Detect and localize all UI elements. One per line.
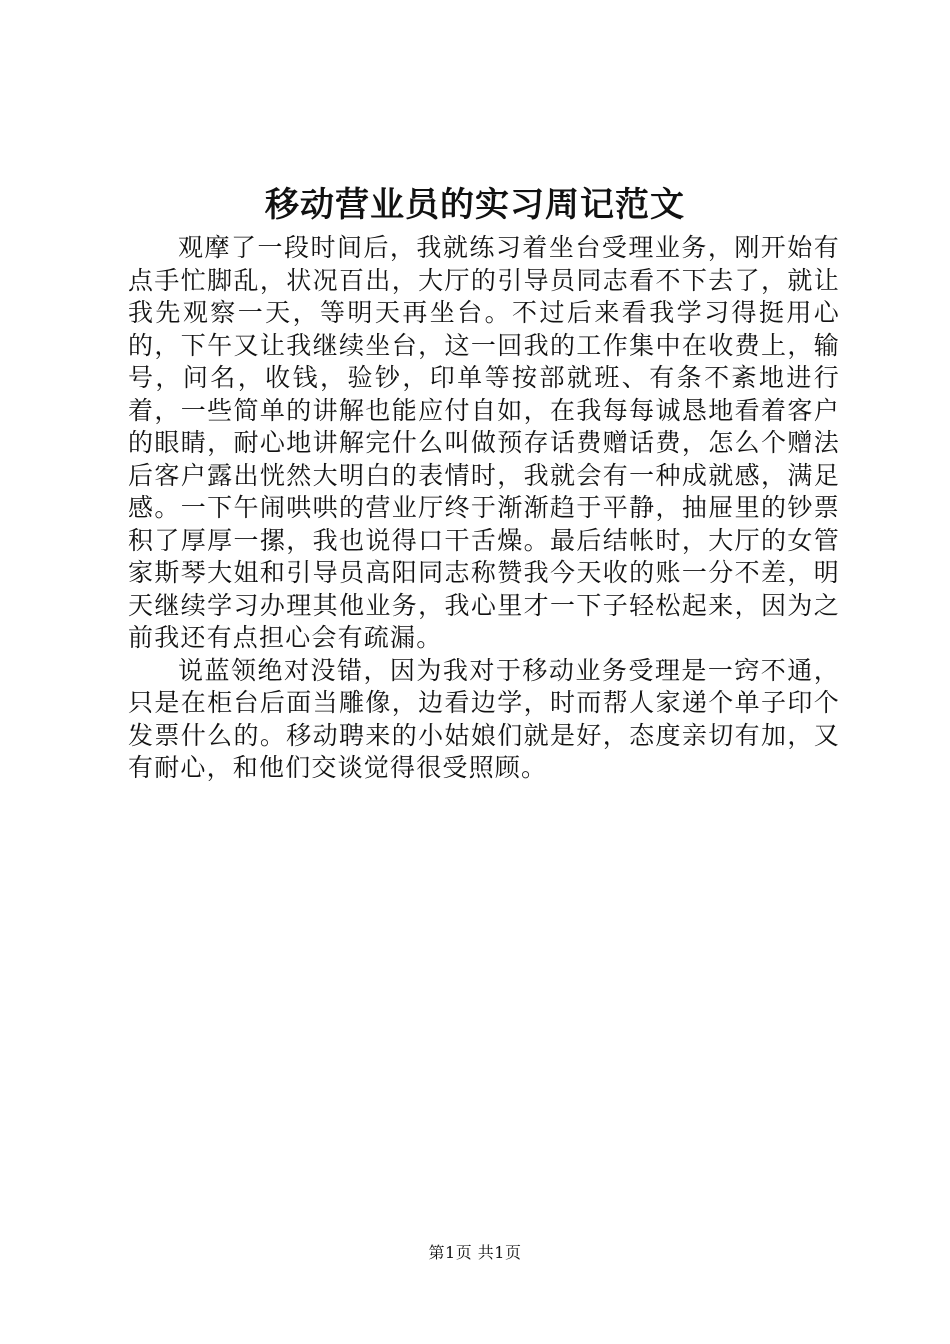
document-title: 移动营业员的实习周记范文 (265, 185, 685, 225)
page-footer: 第1页 共1页 (428, 1243, 522, 1262)
document-body (128, 232, 840, 785)
paragraph-2: 说蓝领绝对没错，因为我对于移动业务受理是一窍不通，只是在柜台后面当雕像，边看边学，时而帮人家递个单子印个发票什么的。移动聘来的小姑娘们就是好，态度亲切有加，又有耐心，和他们交谈觉得很受照顾。 (128, 655, 840, 782)
paragraph-1: 观摩了一段时间后，我就练习着坐台受理业务，刚开始有点手忙脚乱，状况百出，大厅的引导员同志看不下去了，就让我先观察一天，等明天再坐台。不过后来看我学习得挺用心的，下午又让我继续坐台，这一回我的工作集中在收费上，输号，问名，收钱，验钞，印单等按部就班、有条不紊地进行着，一些简单的讲解也能应付自如，在我每每诚恳地看着客户的眼睛，耐心地讲解完什么叫做预存话费赠话费，怎么个赠法后客户露出恍然大明白的表情时，我就会有一种成就感，满足感。一下午闹哄哄的营业厅终于渐渐趋于平静，抽屉里的钞票积了厚厚一摞，我也说得口干舌燥。最后结帐时，大厅的女管家斯琴大姐和引导员高阳同志称赞我今天收的账一分不差，明天继续学习办理其他业务，我心里才一下子轻松起来，因为之前我还有点担心会有疏漏。 (128, 233, 840, 652)
